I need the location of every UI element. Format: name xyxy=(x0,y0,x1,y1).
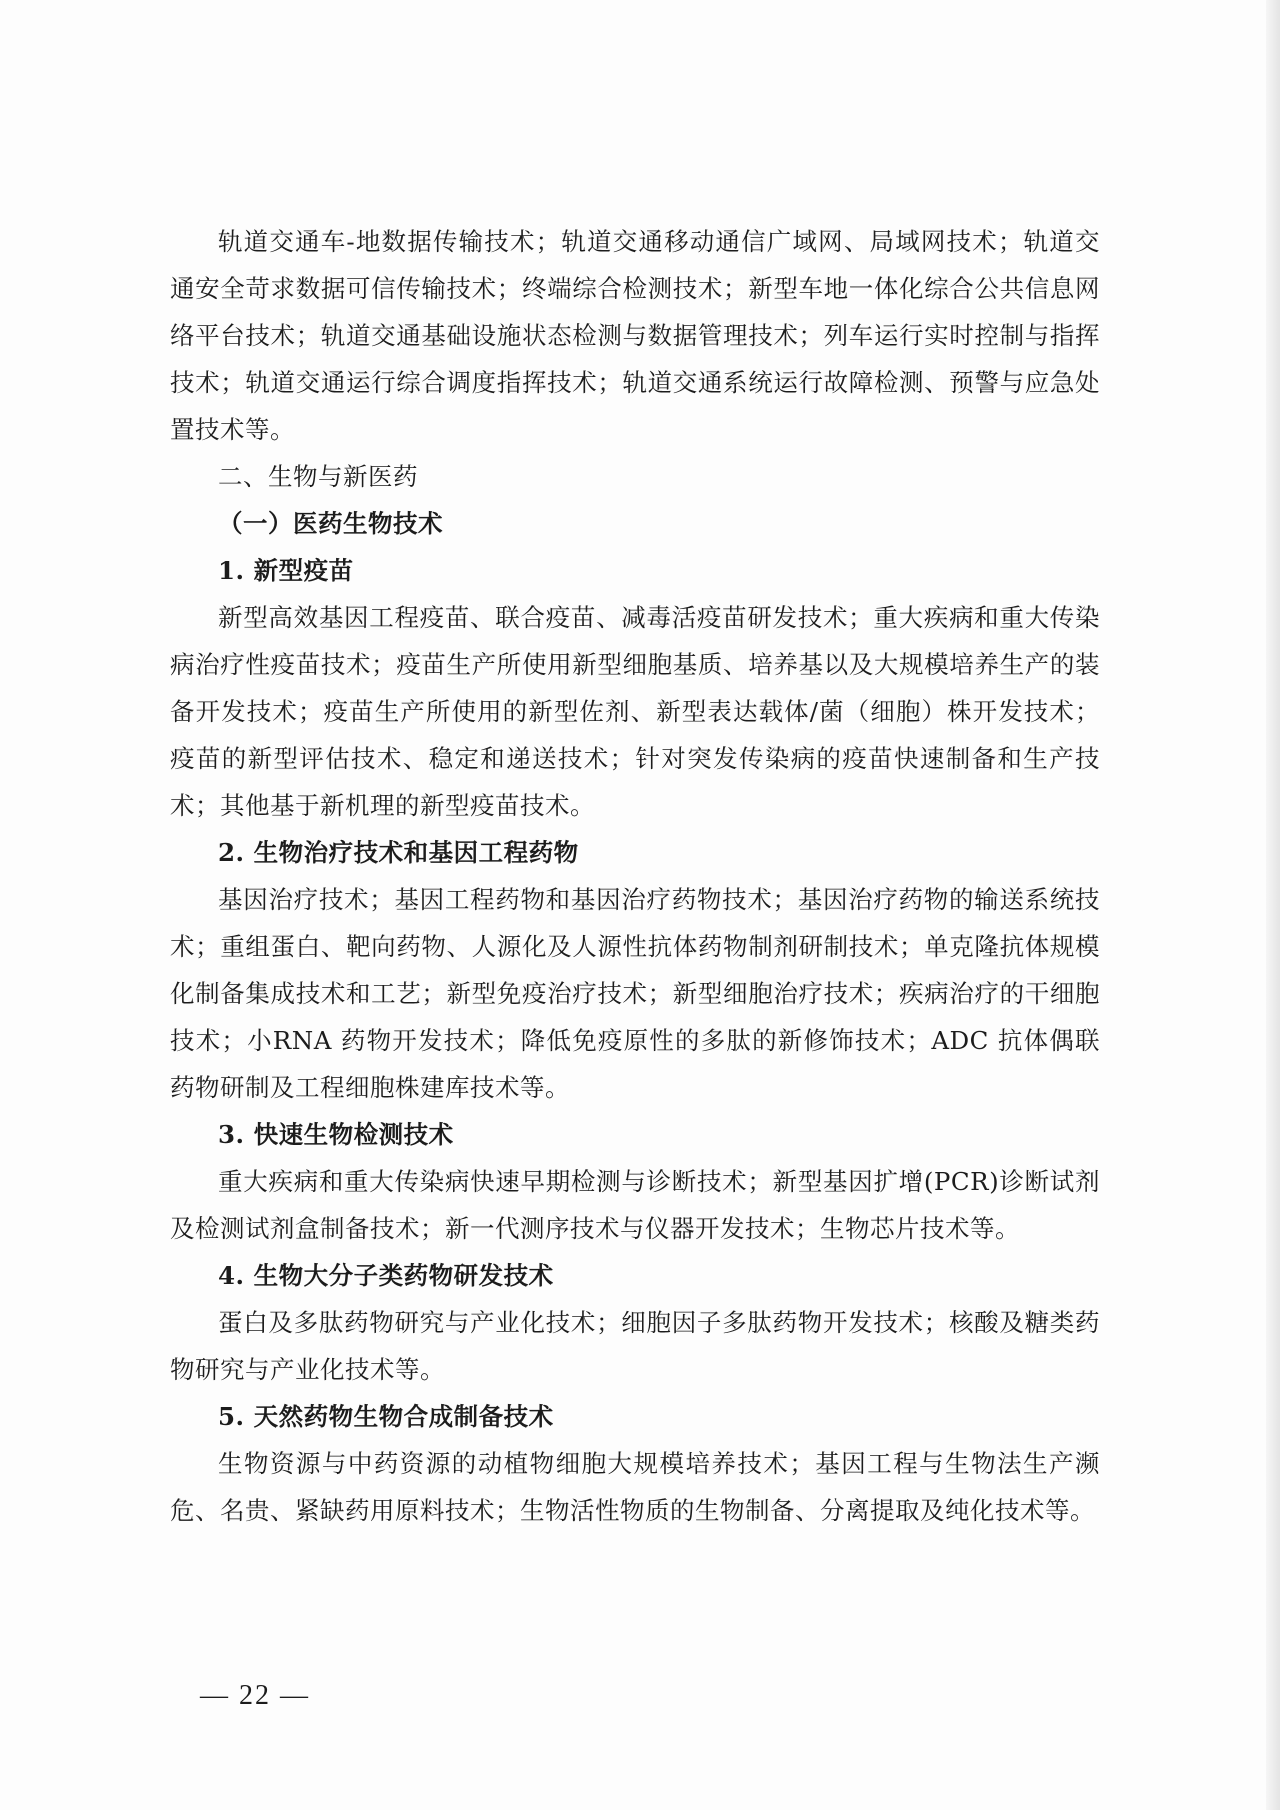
item-heading-rapid-detection: 3. 快速生物检测技术 xyxy=(218,1120,454,1149)
page-number: — 22 — xyxy=(200,1680,310,1711)
paragraph-natural-drugs: 生物资源与中药资源的动植物细胞大规模培养技术；基因工程与生物法生产濒危、名贵、紧缺药用原料技术；生物活性物质的生物制备、分离提取及纯化技术等。 xyxy=(170,1449,1100,1525)
paragraph-bio-therapy: 基因治疗技术；基因工程药物和基因治疗药物技术；基因治疗药物的输送系统技术；重组蛋白、靶向药物、人源化及人源性抗体药物制剂研制技术；单克隆抗体规模化制备集成技术和工艺；新型免疫治疗技术；新型细胞治疗技术；疾病治疗的干细胞技术；小RNA 药物开发技术；降低免疫原性的多肽的新修饰技术；ADC 抗体偶联药物研制及工程细胞株建库技术等。 xyxy=(170,885,1100,1102)
document-body xyxy=(170,218,1100,1534)
scan-edge xyxy=(1266,0,1280,1810)
paragraph-macromolecule-drugs: 蛋白及多肽药物研究与产业化技术；细胞因子多肽药物开发技术；核酸及糖类药物研究与产业化技术等。 xyxy=(170,1308,1100,1384)
item-heading-new-vaccines: 1. 新型疫苗 xyxy=(218,556,354,585)
item-heading-macromolecule-drugs: 4. 生物大分子类药物研发技术 xyxy=(218,1261,554,1290)
subsection-heading-pharma-biotech: （一）医药生物技术 xyxy=(218,509,443,538)
item-heading-bio-therapy: 2. 生物治疗技术和基因工程药物 xyxy=(218,838,579,867)
paragraph-new-vaccines: 新型高效基因工程疫苗、联合疫苗、减毒活疫苗研发技术；重大疾病和重大传染病治疗性疫苗技术；疫苗生产所使用新型细胞基质、培养基以及大规模培养生产的装备开发技术；疫苗生产所使用的新型佐剂、新型表达载体/菌（细胞）株开发技术；疫苗的新型评估技术、稳定和递送技术；针对突发传染病的疫苗快速制备和生产技术；其他基于新机理的新型疫苗技术。 xyxy=(170,603,1100,820)
section-heading-bio-medicine: 二、生物与新医药 xyxy=(218,462,418,491)
paragraph-rapid-detection: 重大疾病和重大传染病快速早期检测与诊断技术；新型基因扩增(PCR)诊断试剂及检测试剂盒制备技术；新一代测序技术与仪器开发技术；生物芯片技术等。 xyxy=(170,1167,1100,1243)
item-heading-natural-drugs: 5. 天然药物生物合成制备技术 xyxy=(218,1402,554,1431)
paragraph-rail-transit: 轨道交通车-地数据传输技术；轨道交通移动通信广域网、局域网技术；轨道交通安全苛求数据可信传输技术；终端综合检测技术；新型车地一体化综合公共信息网络平台技术；轨道交通基础设施状态检测与数据管理技术；列车运行实时控制与指挥技术；轨道交通运行综合调度指挥技术；轨道交通系统运行故障检测、预警与应急处置技术等。 xyxy=(170,227,1100,444)
